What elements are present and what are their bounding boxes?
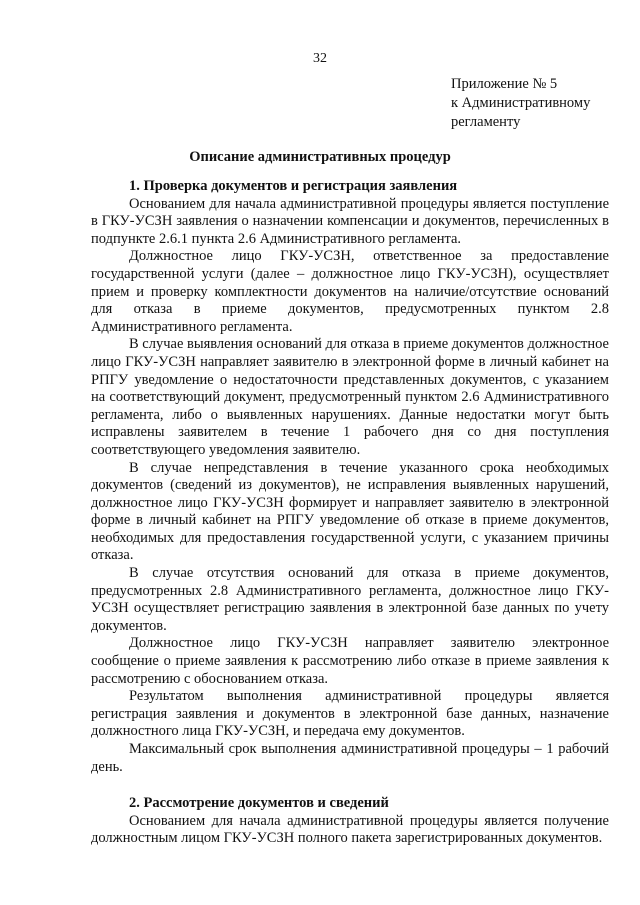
document-title: Описание административных процедур bbox=[189, 149, 451, 165]
section-1-paragraph: В случае непредставления в течение указанного срока необходимых документов (сведений из документов), не исправления выявленных нарушений, должностное лицо ГКУ-УСЗН формирует и направляет заявителю в электронной форме в личный кабинет на РПГУ уведомление об отказе в приеме документов, необходимых для предоставления государственной услуги, с указанием причины отказа. bbox=[91, 459, 609, 564]
appendix-reference bbox=[451, 75, 590, 132]
section-1-heading: 1. Проверка документов и регистрация заявления bbox=[129, 178, 458, 194]
page-number: 32 bbox=[313, 51, 327, 66]
appendix-line-2: к Административному bbox=[451, 95, 591, 111]
section-1-paragraph: Результатом выполнения административной процедуры является регистрация заявления и документов в электронной базе данных, назначение должностного лица ГКУ-УСЗН, и передача ему документов. bbox=[91, 688, 609, 740]
section-1-paragraph: Основанием для начала административной процедуры является поступление в ГКУ-УСЗН заявления о назначении компенсации и документов, перечисленных в подпункте 2.6.1 пункта 2.6 Административного регламента. bbox=[91, 195, 609, 247]
appendix-line-1: Приложение № 5 bbox=[451, 76, 558, 92]
section-1-paragraph: Должностное лицо ГКУ-УСЗН, ответственное за предоставление государственной услуги (далее – должностное лицо ГКУ-УСЗН), осуществляет прием и проверку комплектности документов на наличие/отсутствие оснований для отказа в приеме документов, предусмотренных пунктом 2.8 Административного регламента. bbox=[91, 248, 609, 335]
section-2 bbox=[91, 795, 609, 848]
section-1-paragraph: Максимальный срок выполнения административной процедуры – 1 рабочий день. bbox=[91, 741, 609, 775]
section-1-paragraph: В случае отсутствия оснований для отказа в приеме документов, предусмотренных 2.8 Административного регламента, должностное лицо ГКУ-УСЗН осуществляет регистрацию заявления в электронной базе данных по учету документов. bbox=[91, 565, 609, 634]
section-1-paragraph: В случае выявления оснований для отказа в приеме документов должностное лицо ГКУ-УСЗН направляет заявителю в электронной форме в личный кабинет на РПГУ уведомление о недостаточности представленных документов, с указанием на соответствующий документ, предусмотренный пунктом 2.6 Административного регламента, либо о выявленных нарушениях. Данные недостатки могут быть исправлены заявителем в течение 1 рабочего дня со дня поступления соответствующего уведомления заявителю. bbox=[91, 336, 609, 458]
appendix-line-3: регламенту bbox=[451, 114, 521, 130]
section-1-paragraph: Должностное лицо ГКУ-УСЗН направляет заявителю электронное сообщение о приеме заявления к рассмотрению либо отказе в приеме заявления к рассмотрению с обоснованием отказа. bbox=[91, 635, 609, 687]
section-1 bbox=[91, 178, 609, 776]
section-2-paragraph: Основанием для начала административной процедуры является получение должностным лицом ГКУ-УСЗН полного пакета зарегистрированных документов. bbox=[91, 812, 609, 847]
section-2-heading: 2. Рассмотрение документов и сведений bbox=[129, 795, 389, 811]
